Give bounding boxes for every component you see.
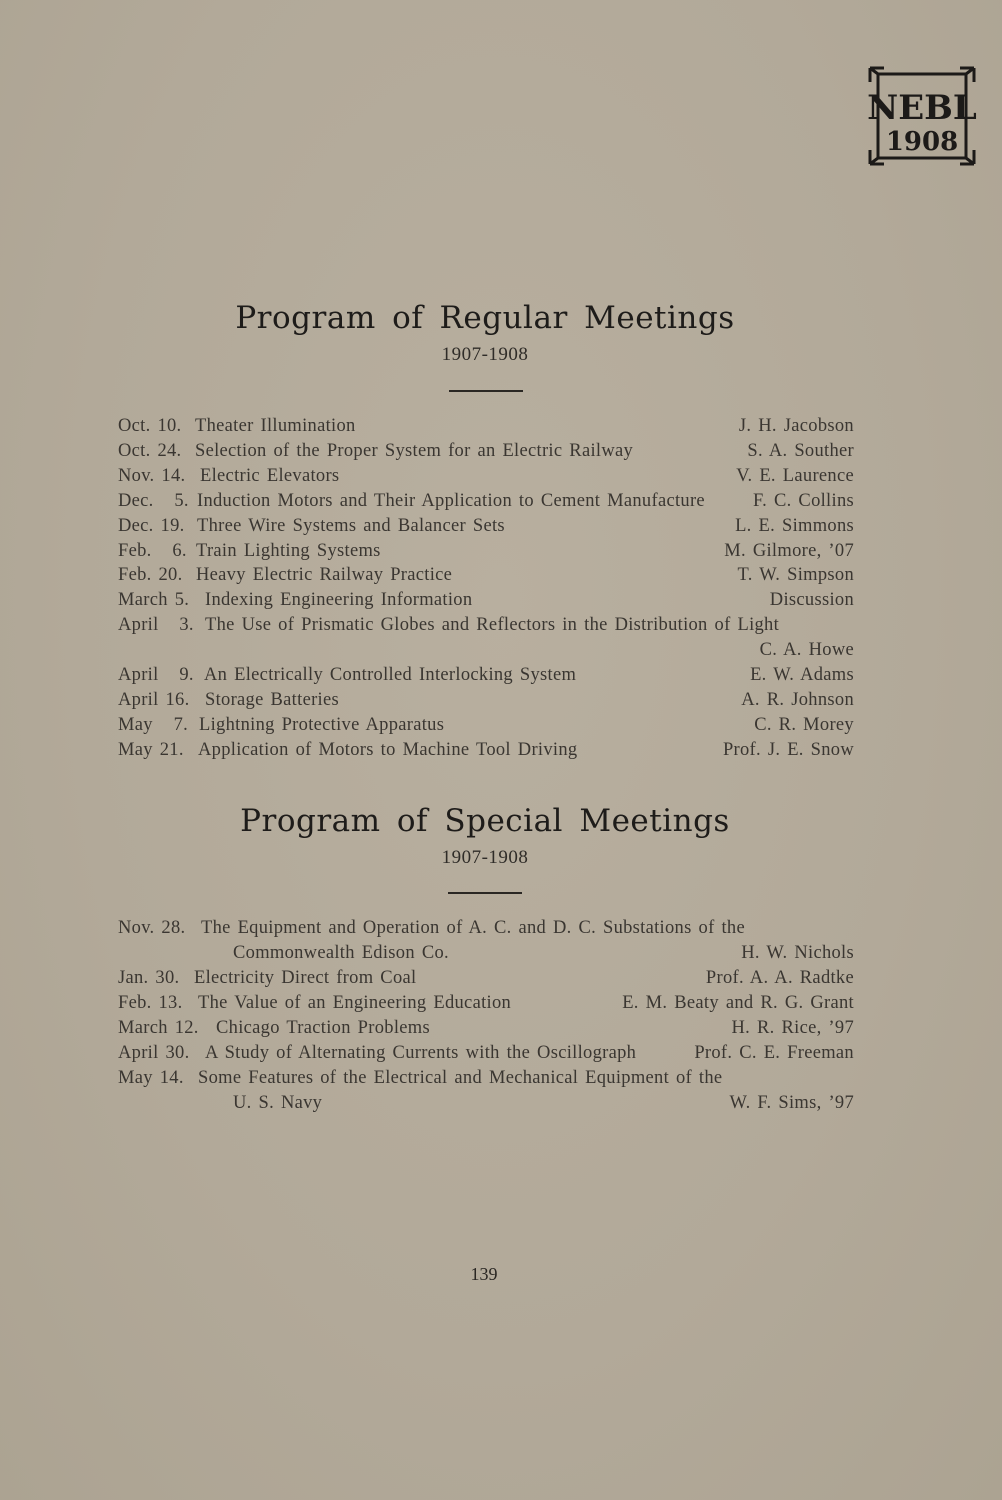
meeting-speaker: H. R. Rice, ’97: [731, 1018, 854, 1038]
regular-meetings-title: Program of Regular Meetings: [235, 300, 735, 336]
meeting-date: Feb. 20.: [118, 565, 183, 586]
meeting-topic: The Equipment and Operation of A. C. and D. C. Substations of the: [201, 918, 745, 938]
meeting-speaker: F. C. Collins: [752, 490, 854, 511]
meeting-date: Nov. 14.: [118, 465, 186, 486]
meeting-row: [118, 539, 854, 564]
meeting-row: [118, 464, 854, 489]
meeting-row: [118, 514, 854, 539]
meeting-speaker: M. Gilmore, ’07: [724, 540, 854, 561]
meeting-topic: Induction Motors and Their Application to Cement Manufacture: [197, 490, 705, 511]
special-divider: [448, 892, 522, 894]
meeting-speaker: W. F. Sims, ’97: [729, 1093, 854, 1113]
meeting-topic: An Electrically Controlled Interlocking System: [204, 665, 577, 685]
meeting-speaker: Prof. J. E. Snow: [722, 739, 854, 760]
meeting-row: [118, 713, 854, 738]
meeting-topic: A Study of Alternating Currents with the Oscillograph: [205, 1043, 637, 1063]
meeting-row: [118, 966, 854, 991]
meeting-date: Dec. 19.: [118, 515, 185, 536]
meeting-speaker: A. R. Johnson: [741, 689, 854, 710]
meeting-speaker: C. R. Morey: [754, 714, 854, 735]
meeting-topic: Electric Elevators: [200, 465, 340, 486]
meeting-date: April 16.: [118, 689, 190, 710]
meeting-topic: Some Features of the Electrical and Mechanical Equipment of the: [198, 1068, 723, 1088]
meeting-row: [118, 991, 854, 1016]
meeting-row: [118, 663, 854, 688]
logo-year: 1908: [885, 127, 959, 157]
regular-divider: [449, 390, 523, 392]
meeting-topic-continued: U. S. Navy: [233, 1093, 323, 1113]
meeting-speaker: E. M. Beaty and R. G. Grant: [622, 993, 854, 1013]
page-number: 139: [470, 1264, 498, 1284]
meeting-row: [118, 738, 854, 763]
meeting-topic: Storage Batteries: [205, 689, 339, 710]
meeting-date: Feb. 13.: [118, 993, 183, 1013]
meeting-date: Nov. 28.: [118, 918, 186, 938]
meeting-row: [118, 489, 854, 514]
meeting-speaker: S. A. Souther: [747, 440, 854, 461]
meeting-date: Oct. 24.: [118, 440, 182, 461]
meeting-speaker: Prof. C. E. Freeman: [694, 1043, 854, 1063]
meeting-row: [118, 1066, 854, 1091]
meeting-topic: Electricity Direct from Coal: [194, 968, 417, 988]
meeting-row: [118, 563, 854, 588]
meeting-topic: Indexing Engineering Information: [205, 590, 473, 611]
meeting-topic: Three Wire Systems and Balancer Sets: [197, 515, 505, 536]
meeting-date: Oct. 10.: [118, 416, 182, 436]
meeting-speaker: V. E. Laurence: [736, 465, 854, 486]
meeting-row: [118, 1041, 854, 1066]
meeting-topic: Lightning Protective Apparatus: [199, 714, 445, 735]
meeting-row: [118, 916, 854, 941]
meeting-row: [118, 613, 854, 638]
meeting-topic: Train Lighting Systems: [196, 540, 381, 561]
meeting-speaker: L. E. Simmons: [735, 515, 854, 536]
meeting-row-continued: [118, 941, 854, 966]
meeting-topic: The Value of an Engineering Education: [198, 993, 512, 1013]
meeting-row: [118, 439, 854, 464]
meeting-date: March 5.: [118, 590, 190, 611]
meeting-date: March 12.: [118, 1018, 199, 1038]
meeting-speaker: Prof. A. A. Radtke: [705, 968, 854, 988]
meeting-date: April 30.: [118, 1043, 190, 1063]
meeting-speaker: H. W. Nichols: [741, 943, 854, 963]
meeting-topic: Chicago Traction Problems: [216, 1018, 430, 1038]
meeting-date: Dec. 5.: [118, 490, 189, 511]
meeting-speaker: T. W. Simpson: [737, 565, 854, 586]
nebl-1908-emblem-icon: [866, 64, 978, 168]
meeting-row: [118, 414, 854, 439]
meeting-date: May 14.: [118, 1068, 184, 1088]
meeting-row-continued: [118, 638, 854, 663]
meeting-date: May 7.: [118, 714, 189, 735]
meeting-topic: Selection of the Proper System for an Electric Railway: [195, 440, 634, 461]
meeting-speaker: Discussion: [769, 590, 854, 611]
meeting-topic: Theater Illumination: [195, 416, 356, 436]
meeting-date: April 3.: [118, 615, 194, 636]
meeting-row: [118, 1016, 854, 1041]
meeting-topic: The Use of Prismatic Globes and Reflectors in the Distribution of Light: [205, 615, 780, 636]
regular-meetings-years: 1907-1908: [441, 344, 529, 365]
meeting-row: [118, 588, 854, 613]
meeting-topic: Heavy Electric Railway Practice: [196, 565, 453, 586]
meeting-speaker: J. H. Jacobson: [738, 416, 854, 436]
meeting-date: April 9.: [118, 665, 194, 685]
meeting-speaker: C. A. Howe: [759, 640, 854, 661]
meeting-date: May 21.: [118, 739, 184, 760]
meeting-row-continued: [118, 1091, 854, 1116]
meeting-topic: Application of Motors to Machine Tool Driving: [198, 739, 578, 760]
meeting-row: [118, 688, 854, 713]
meeting-date: Jan. 30.: [118, 968, 180, 988]
meeting-date: Feb. 6.: [118, 540, 187, 561]
special-meetings-title: Program of Special Meetings: [240, 803, 730, 839]
special-meetings-years: 1907-1908: [441, 847, 529, 868]
meeting-speaker: E. W. Adams: [750, 665, 854, 685]
meeting-topic-continued: Commonwealth Edison Co.: [233, 943, 449, 963]
logo-monogram: NEBL: [867, 88, 977, 128]
